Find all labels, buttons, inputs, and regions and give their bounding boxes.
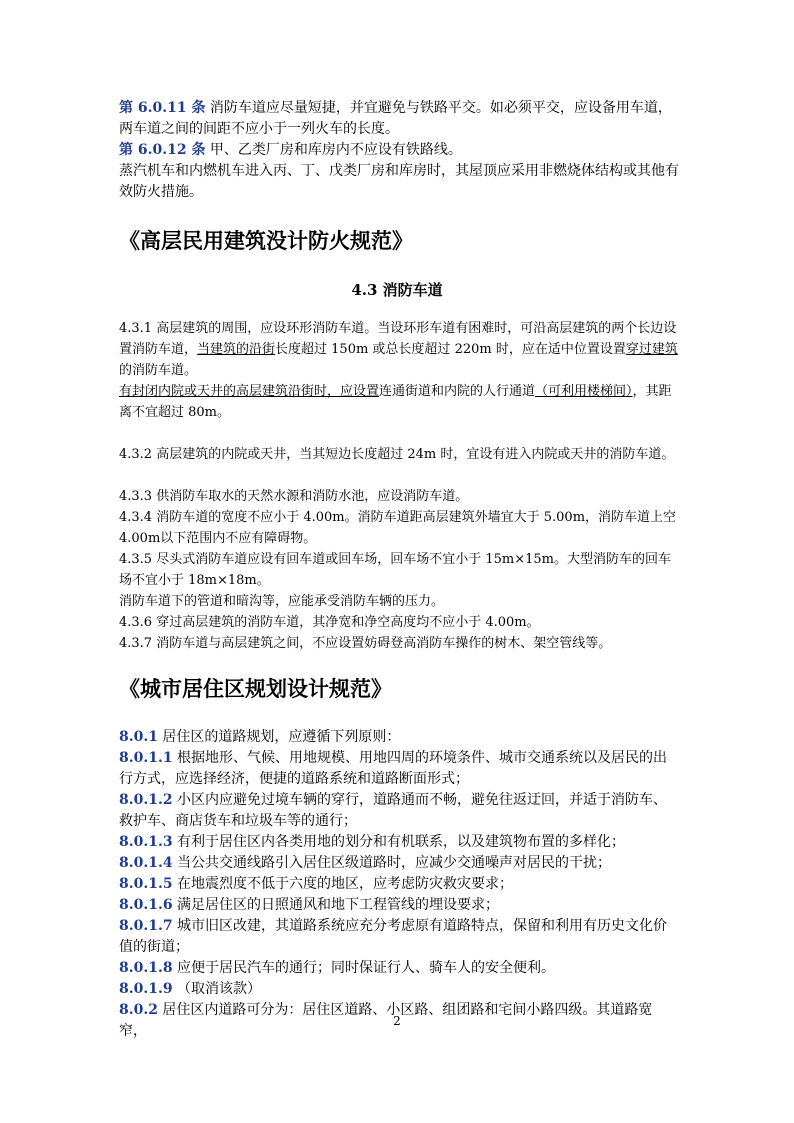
clause-text: 满足居住区的日照通风和地下工程管线的埋设要求； <box>172 897 500 913</box>
clause-4-3-4: 4.3.4 消防车道的宽度不应小于 4.00m。消防车道距高层建筑外墙宜大于 5.00m，消防车道上空 4.00m以下范围内不应有障碍物。 <box>119 510 677 546</box>
list-item <box>119 958 679 979</box>
clause-4-3-5-b: 消防车道下的管道和暗沟等，应能承受消防车辆的压力。 <box>119 594 445 609</box>
clause-number: 8.0.1.5 <box>119 876 173 892</box>
clause-number: 第 6.0.12 条 <box>119 142 206 158</box>
list-item <box>119 895 679 916</box>
page-number: 2 <box>393 1014 401 1028</box>
clause-number: 8.0.1.9 <box>119 981 173 997</box>
clause-text: 居住区的道路规划，应遵循下列原则： <box>157 729 401 745</box>
clause-6-0-12 <box>119 140 679 161</box>
clause-text: 长度超过 150m 或总长度超过 220m 时，应在适中位置设置 <box>275 342 626 357</box>
clause-text: （取消该款） <box>172 981 262 997</box>
clause-text: ，其距离不宜超过 80m。 <box>119 384 672 420</box>
clause-number: 8.0.1.1 <box>119 750 173 766</box>
clause-number: 8.0.1.4 <box>119 855 173 871</box>
clause-text: 的消防车道。 <box>119 363 198 378</box>
clause-text: 小区内应避免过境车辆的穿行，道路通而不畅，避免往返迂回，并适于消防车、救护车、商店货车和垃圾车等的通行； <box>119 792 668 829</box>
section-title-residential: 《城市居住区规划设计规范》 <box>119 676 392 701</box>
list-item <box>119 979 679 1000</box>
underlined-text: 有封闭内院或天井的高层建筑沿街时，应设置 <box>119 384 380 399</box>
clause-number: 第 6.0.11 条 <box>119 100 206 116</box>
clause-number: 8.0.2 <box>119 1002 158 1018</box>
clause-4-3-2: 4.3.2 高层建筑的内院或天井，当其短边长度超过 24m 时，宜设有进入内院或天井的消防车道。 <box>119 447 675 462</box>
clause-text: 居住区内道路可分为：居住区道路、小区路、组团路和宅间小路四级。其道路宽窄， <box>119 1002 653 1039</box>
clause-text: 在地震烈度不低于六度的地区，应考虑防灾救灾要求； <box>172 876 514 892</box>
clause-4-3-5: 4.3.5 尽头式消防车道应设有回车道或回车场，回车场不宜小于 15m×15m。大型消防车的回车场不宜小于 18m×18m。 <box>119 552 671 588</box>
clause-text: 根据地形、气候、用地规模、用地四周的环境条件、城市交通系统以及居民的出行方式，应选择经济，便捷的道路系统和道路断面形式； <box>119 750 668 787</box>
list-item <box>119 874 679 895</box>
underlined-text: 穿过建筑 <box>625 342 678 357</box>
list-item <box>119 748 679 790</box>
clause-6-0-11 <box>119 98 679 140</box>
clause-4-3-1 <box>119 318 679 381</box>
underlined-text: （可利用楼梯间） <box>535 384 633 399</box>
section-title-high-rise: 《高层民用建筑没计防火规范》 <box>119 228 413 253</box>
clause-number: 8.0.1.7 <box>119 918 173 934</box>
list-item <box>119 832 679 853</box>
clause-number: 8.0.1.3 <box>119 834 173 850</box>
clause-text: 甲、乙类厂房和库房内不应设有铁路线。 <box>205 142 462 158</box>
clause-number: 8.0.1.8 <box>119 960 173 976</box>
clause-text: 消防车道应尽量短捷，并宜避免与铁路平交。如必须平交，应设备用车道，两车道之间的间距不应小于一列火车的长度。 <box>119 100 672 137</box>
list-item <box>119 853 679 874</box>
list-item <box>119 916 679 958</box>
clause-text: 4.3.1 高层建筑的周围，应设环形消防车道。当设环形车道有困难时，可沿高层建筑的两个长边设置消防车道， <box>119 321 677 357</box>
clause-text: 当公共交通线路引入居住区级道路时，应减少交通噪声对居民的干扰； <box>172 855 612 871</box>
clause-text: 应便于居民汽车的通行；同时保证行人、骑车人的安全便利。 <box>172 960 556 976</box>
clause-number: 8.0.1.2 <box>119 792 173 808</box>
clause-4-3-1-cont <box>119 381 679 423</box>
list-item <box>119 727 679 748</box>
clause-text: 城市旧区改建，其道路系统应充分考虑原有道路特点，保留和利用有历史文化价值的街道； <box>119 918 668 955</box>
clause-number: 8.0.1 <box>119 729 158 745</box>
clause-4-3-6: 4.3.6 穿过高层建筑的消防车道，其净宽和净空高度均不应小于 4.00m。 <box>119 615 540 630</box>
clause-text: 有利于居住区内各类用地的划分和有机联系，以及建筑物布置的多样化； <box>172 834 626 850</box>
clause-number: 8.0.1.6 <box>119 897 173 913</box>
underlined-text: 当建筑的沿街 <box>197 342 276 357</box>
clause-text: 连通街道和内院的人行通道 <box>379 384 536 399</box>
clause-text-steam: 蒸汽机车和内燃机车进入丙、丁、戊类厂房和库房时，其屋顶应采用非燃烧体结构或其他有效防火措施。 <box>119 163 679 200</box>
section-subtitle-fire-lane: 4.3 消防车道 <box>351 281 443 299</box>
clause-4-3-7: 4.3.7 消防车道与高层建筑之间，不应设置妨碍登高消防车操作的树木、架空管线等。 <box>119 636 612 651</box>
clause-4-3-3: 4.3.3 供消防车取水的天然水源和消防水池，应设消防车道。 <box>119 489 469 504</box>
list-item <box>119 790 679 832</box>
